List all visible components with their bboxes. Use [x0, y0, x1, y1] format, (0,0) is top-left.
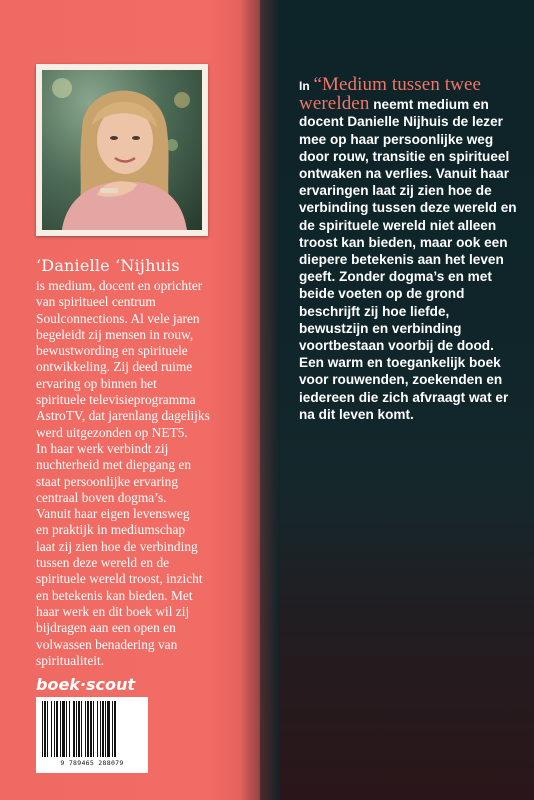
barcode-bar — [76, 701, 77, 757]
barcode-bar — [66, 701, 67, 757]
barcode-bar — [102, 701, 104, 757]
isbn-barcode — [36, 697, 148, 773]
barcode-bar — [93, 701, 94, 757]
barcode-bar — [112, 701, 113, 757]
barcode-bar — [73, 701, 75, 757]
barcode-bar — [42, 701, 43, 757]
barcode-bar — [97, 701, 98, 757]
barcode-bar — [51, 701, 52, 757]
barcode-bar — [60, 701, 61, 757]
author-portrait-illustration — [42, 70, 202, 230]
barcode-bar — [78, 701, 80, 757]
barcode-bar — [56, 701, 58, 757]
blurb-intro-word: In — [299, 79, 310, 93]
barcode-bar — [114, 701, 116, 757]
barcode-bar — [90, 701, 92, 757]
author-photo — [42, 70, 202, 230]
barcode-bars — [40, 701, 144, 757]
barcode-bar — [47, 701, 48, 757]
blurb-text: neemt medium en docent Danielle Nijhuis de lezer mee op haar persoonlijke weg door rouw, transitie en spiritueel ontwaken na verlies. Vanuit haar ervaringen laat zij zien hoe de verbinding tussen deze wereld en de spirituele wereld niet alleen troost kan bieden, maar ook een diepere betekenis aan het leven geeft. Zonder dogma’s en met beide voeten op de grond beschrijft zij hoe liefde, bewustzijn en verbinding voortbestaan voorbij de dood. Een warm en toegankelijk boek voor rouwenden, zoekenden en iedereen die zich afvraagt wat er na dit leven komt. — [299, 97, 517, 422]
barcode-bar — [105, 701, 106, 757]
book-title: “Medium tussen twee werelden — [299, 74, 482, 115]
barcode-bar — [69, 701, 70, 757]
author-photo-frame — [36, 64, 208, 236]
barcode-bar — [107, 701, 110, 757]
barcode-bar — [44, 701, 46, 757]
barcode-bar — [62, 701, 65, 757]
barcode-bar — [54, 701, 55, 757]
back-cover-blurb — [299, 76, 519, 423]
barcode-digits: 9 789465 288079 — [60, 759, 124, 767]
barcode-bar — [100, 701, 101, 757]
publisher-logo: boek·scout — [36, 675, 136, 694]
barcode-bar — [87, 701, 89, 757]
author-bio: is medium, docent en oprichter van spiritueel centrum Soulconnections. Al vele jaren begeleidt zij mensen in rouw, bewustwording en spirituele ontwikkeling. Zij deed ruime ervaring op binnen het spirituele televisieprogramma AstroTV, dat jarenlang dagelijks werd uitgezonden op NET5. In haar werk verbindt zij nuchterheid met diepgang en staat persoonlijke ervaring centraal boven dogma’s. Vanuit haar eigen levensweg en praktijk in mediumschap laat zij zien hoe de verbinding tussen deze wereld en de spirituele wereld troost, inzicht en betekenis kan bieden. Met haar werk en dit boek wil zij bijdragen aan een open en volwassen benadering van spiritualiteit. — [36, 278, 210, 668]
barcode-bar — [81, 701, 82, 757]
barcode-bar — [85, 701, 86, 757]
author-name: ‘Danielle ‘Nijhuis — [36, 256, 180, 275]
